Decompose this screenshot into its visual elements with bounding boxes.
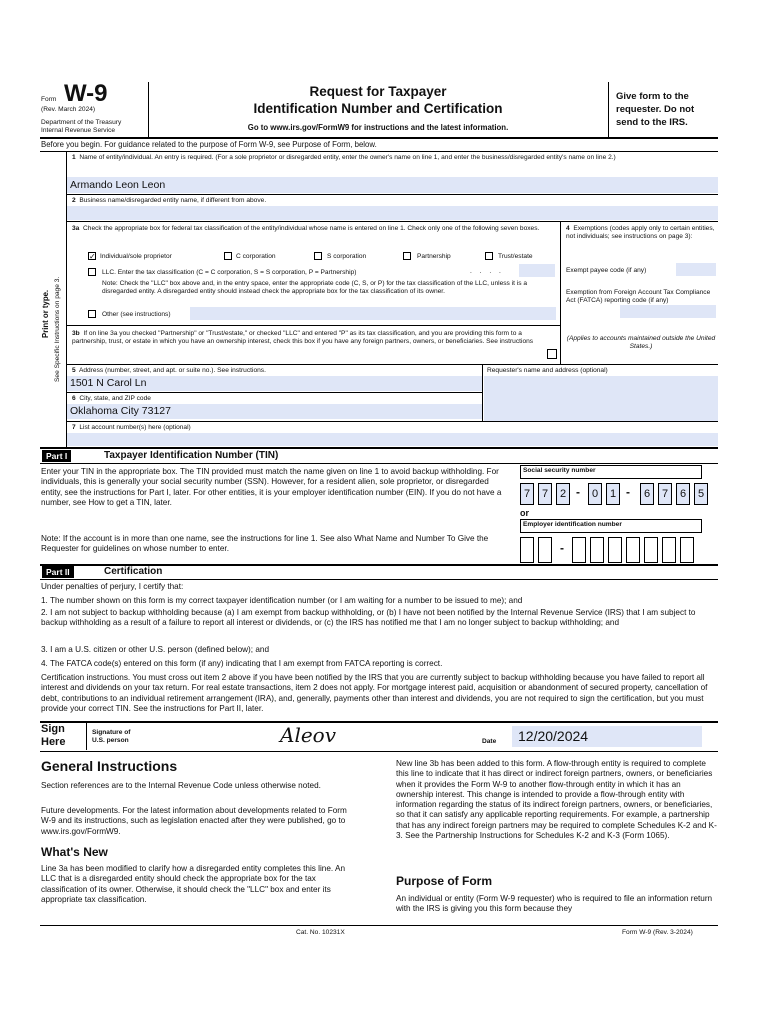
before-you-begin: Before you begin. For guidance related to the purpose of Form W-9, see Purpose of Form, below. [41, 140, 377, 149]
line1-text: Name of entity/individual. An entry is required. (For a sole proprietor or disregarded entity, enter the owner's name on line 1, and enter the business/disregarded entity's name on line 2.) [79, 154, 616, 161]
line7-label [72, 424, 191, 432]
ssn-digit-8[interactable]: 6 [676, 483, 690, 505]
s-corp-label: S corporation [327, 253, 367, 260]
city-value: Oklahoma City 73127 [70, 405, 171, 417]
requester-label: Requester's name and address (optional) [487, 367, 608, 374]
ssn-digit-7[interactable]: 7 [658, 483, 672, 505]
certification-instructions: Certification instructions. You must cross out item 2 above if you have been notified by the IRS that you are currently subject to backup withholding because you have failed to report all interest and dividends on your tax return. For real estate transactions, item 2 does not apply. For mortgage interest paid, acquisition or abandonment of secured property, cancellation of debt, contributions to an individual retirement arrangement (IRA), and, generally, payments other than interest and dividends, you are not required to sign the certification, but you must provide your correct TIN. See the instructions for Part II, later. [41, 673, 708, 713]
address-value: 1501 N Carol Ln [70, 377, 147, 389]
other-checkbox[interactable] [88, 310, 96, 318]
c-corp-label: C corporation [236, 253, 276, 260]
future-developments: Future developments. For the latest information about developments related to Form W-9 and its instructions, such as legislation enacted after they were published, go to www.irs.gov/FormW9. [41, 806, 347, 836]
part2-intro: Under penalties of perjury, I certify that: [41, 582, 184, 591]
trust-label: Trust/estate [498, 253, 533, 260]
ein-digit-4[interactable] [590, 537, 604, 563]
llc-label: LLC. Enter the tax classification (C = C corporation, S = S corporation, P = Partnership) [102, 269, 357, 276]
give-form-3: send to the IRS. [616, 117, 688, 128]
ssn-dash-2: - [626, 485, 630, 499]
individual-checkbox[interactable]: ✓ [89, 252, 96, 261]
ssn-digit-9[interactable]: 5 [694, 483, 708, 505]
line1-label [72, 154, 712, 162]
line7-text: List account number(s) here (optional) [79, 424, 191, 431]
fatca-label: Exemption from Foreign Account Tax Compliance Act (FATCA) reporting code (if any) [566, 289, 711, 304]
trust-checkbox[interactable] [485, 252, 493, 260]
ein-digit-1[interactable] [520, 537, 534, 563]
ein-dash: - [560, 541, 564, 555]
line4-num: 4 [566, 225, 570, 232]
date-value: 12/20/2024 [518, 728, 589, 744]
or-label: or [520, 508, 529, 518]
exempt-payee-label: Exempt payee code (if any) [566, 267, 647, 274]
line1-num: 1 [72, 154, 76, 161]
ein-digit-2[interactable] [538, 537, 552, 563]
date-label: Date [482, 738, 497, 745]
account-number-field[interactable] [67, 433, 718, 446]
line4-text: Exemptions (codes apply only to certain entities, not individuals; see instructions on page 3): [566, 225, 715, 240]
give-form-2: requester. Do not [616, 104, 695, 115]
other-field[interactable] [190, 307, 556, 320]
llc-classification-field[interactable] [519, 264, 555, 277]
part1-label: Part I [42, 450, 71, 462]
line5-label [72, 367, 266, 375]
part2-label: Part II [42, 566, 74, 578]
ein-digit-5[interactable] [608, 537, 622, 563]
ssn-digit-1[interactable]: 7 [520, 483, 534, 505]
footer-form: Form W-9 (Rev. 3-2024) [622, 929, 693, 936]
sign-word: Sign [41, 723, 65, 735]
line4-label [566, 225, 716, 240]
line3a-label [72, 225, 556, 233]
form-title-1: Request for Taxpayer [309, 84, 447, 99]
exempt-payee-field[interactable] [676, 263, 716, 276]
ssn-digit-4[interactable]: 0 [588, 483, 602, 505]
irs-name: Internal Revenue Service [41, 127, 116, 134]
purpose-para: An individual or entity (Form W-9 requester) who is required to file an information return with the IRS is giving you this form because they [396, 894, 713, 914]
purpose-of-form-title: Purpose of Form [396, 874, 493, 888]
requester-field[interactable] [484, 376, 718, 421]
form-word: Form [41, 96, 57, 103]
cert-item-3: 3. I am a U.S. citizen or other U.S. person (defined below); and [41, 645, 269, 654]
goto-instructions: Go to www.irs.gov/FormW9 for instructions and the latest information. [247, 123, 509, 132]
whats-new-para: Line 3a has been modified to clarify how a disregarded entity completes this line. An LLC that is a disregarded entity should check the appropriate box for the tax classification of its owner. Otherwise, it should check the "LLC" box and enter its appropriate tax classification. [41, 864, 346, 904]
line6-text: City, state, and ZIP code [79, 395, 151, 402]
form-revision: (Rev. March 2024) [41, 106, 96, 113]
side-see-instructions: See Specific Instructions on page 3. [54, 276, 61, 382]
line3a-text: Check the appropriate box for federal tax classification of the entity/individual whose name is entered on line 1. Check only one of the following seven boxes. [83, 225, 540, 232]
line6-label [72, 395, 151, 403]
us-person-label: U.S. person [92, 737, 129, 744]
signature-value[interactable]: Aleov [280, 723, 337, 747]
line2-text: Business name/disregarded entity name, if different from above. [79, 197, 267, 204]
cert-item-4: 4. The FATCA code(s) entered on this form (if any) indicating that I am exempt from FATCA reporting is correct. [41, 659, 443, 668]
s-corp-checkbox[interactable] [314, 252, 322, 260]
signature-of-label: Signature of [92, 729, 131, 736]
ein-label: Employer identification number [523, 521, 622, 528]
name-value: Armando Leon Leon [70, 179, 166, 191]
ein-digit-9[interactable] [680, 537, 694, 563]
line3b-text: If on line 3a you checked "Partnership" or "Trust/estate," or checked "LLC" and entered "P" as its tax classification, and you are providing this form to a partnership, trust, or estate in which you have an ownership interest, check this box if you have any foreign partners, owners, or beneficiaries. See instructions [72, 330, 534, 345]
general-para-1: Section references are to the Internal Revenue Code unless otherwise noted. [41, 781, 321, 790]
line3b-label [72, 330, 542, 345]
line5-num: 5 [72, 367, 76, 374]
partnership-checkbox[interactable] [403, 252, 411, 260]
ssn-dash-1: - [576, 485, 580, 499]
c-corp-checkbox[interactable] [224, 252, 232, 260]
department: Department of the Treasury [41, 119, 122, 126]
line5-text: Address (number, street, and apt. or suite no.). See instructions. [78, 367, 266, 374]
part1-title: Taxpayer Identification Number (TIN) [104, 450, 279, 461]
ssn-digit-3[interactable]: 2 [556, 483, 570, 505]
give-form-1: Give form to the [616, 91, 689, 102]
ssn-digit-5[interactable]: 1 [606, 483, 620, 505]
ein-digit-3[interactable] [572, 537, 586, 563]
ein-digit-7[interactable] [644, 537, 658, 563]
line3b-new-para: New line 3b has been added to this form. A flow-through entity is required to complete this line to indicate that it has direct or indirect foreign partners, owners, or beneficiaries when it provides the Form W-9 to another flow-through entity in which it has an ownership interest. This change is intended to provide a flow-through entity with information regarding the status of its indirect foreign partners, owners, or beneficiaries, so that it can satisfy any applicable reporting requirements. For example, a partnership that has any indirect foreign partners may be required to complete Schedules K-2 and K-3. See the Partnership Instructions for Schedules K-2 and K-3 (Form 1065). [396, 759, 717, 840]
whats-new-title: What's New [41, 845, 108, 859]
ssn-label: Social security number [523, 467, 596, 474]
line2-label [72, 197, 266, 205]
line3a-num: 3a [72, 225, 80, 232]
part2-title: Certification [104, 566, 163, 577]
partnership-label: Partnership [417, 253, 451, 260]
ssn-digit-2[interactable]: 7 [538, 483, 552, 505]
line2-num: 2 [72, 197, 76, 204]
other-label: Other (see instructions) [102, 311, 171, 318]
ein-digit-6[interactable] [626, 537, 640, 563]
general-instructions-title: General Instructions [41, 758, 178, 774]
catalog-number: Cat. No. 10231X [296, 929, 345, 936]
llc-checkbox[interactable] [88, 268, 96, 276]
fatca-field[interactable] [620, 305, 716, 318]
foreign-partners-checkbox[interactable] [547, 349, 557, 359]
part1-text: Enter your TIN in the appropriate box. The TIN provided must match the name given on line 1 to avoid backup withholding. For individuals, this is generally your social security number (SSN). However, for a resident alien, sole proprietor, or disregarded entity, see the instructions for Part I, later. For other entities, it is your employer identification number (EIN). If you do not have a number, see How to get a TIN, later. [41, 467, 502, 507]
form-title-2: Identification Number and Certification [253, 101, 503, 116]
llc-note: Note: Check the "LLC" box above and, in the entry space, enter the appropriate code (C, S, or P) for the tax classification of the LLC, unless it is a disregarded entity. A disregarded entity should instead check the appropriate box for the tax classification of its owner. [102, 280, 528, 295]
individual-label: Individual/sole proprietor [100, 253, 172, 260]
line6-num: 6 [72, 395, 76, 402]
part1-note: Note: If the account is in more than one name, see the instructions for line 1. See also What Name and Number To Give the Requester for guidelines on whose number to enter. [41, 534, 489, 554]
ssn-digit-6[interactable]: 6 [640, 483, 654, 505]
ein-digit-8[interactable] [662, 537, 676, 563]
side-print-or-type: Print or type. [41, 289, 50, 338]
here-word: Here [41, 736, 66, 748]
line3b-num: 3b [72, 330, 80, 337]
llc-dots: . . . . [470, 268, 504, 275]
business-name-field[interactable] [67, 206, 718, 220]
form-number: W-9 [64, 80, 108, 107]
line7-num: 7 [72, 424, 76, 431]
fatca-applies: (Applies to accounts maintained outside the United States.) [566, 335, 716, 350]
cert-item-1: 1. The number shown on this form is my correct taxpayer identification number (or I am waiting for a number to be issued to me); and [41, 596, 523, 605]
cert-item-2: 2. I am not subject to backup withholding because (a) I am exempt from backup withholding, or (b) I have not been notified by the Internal Revenue Service (IRS) that I am subject to backup withholding as a result of a failure to report all interest or dividends, or (c) the IRS has notified me that I am no longer subject to backup withholding; and [41, 608, 696, 628]
